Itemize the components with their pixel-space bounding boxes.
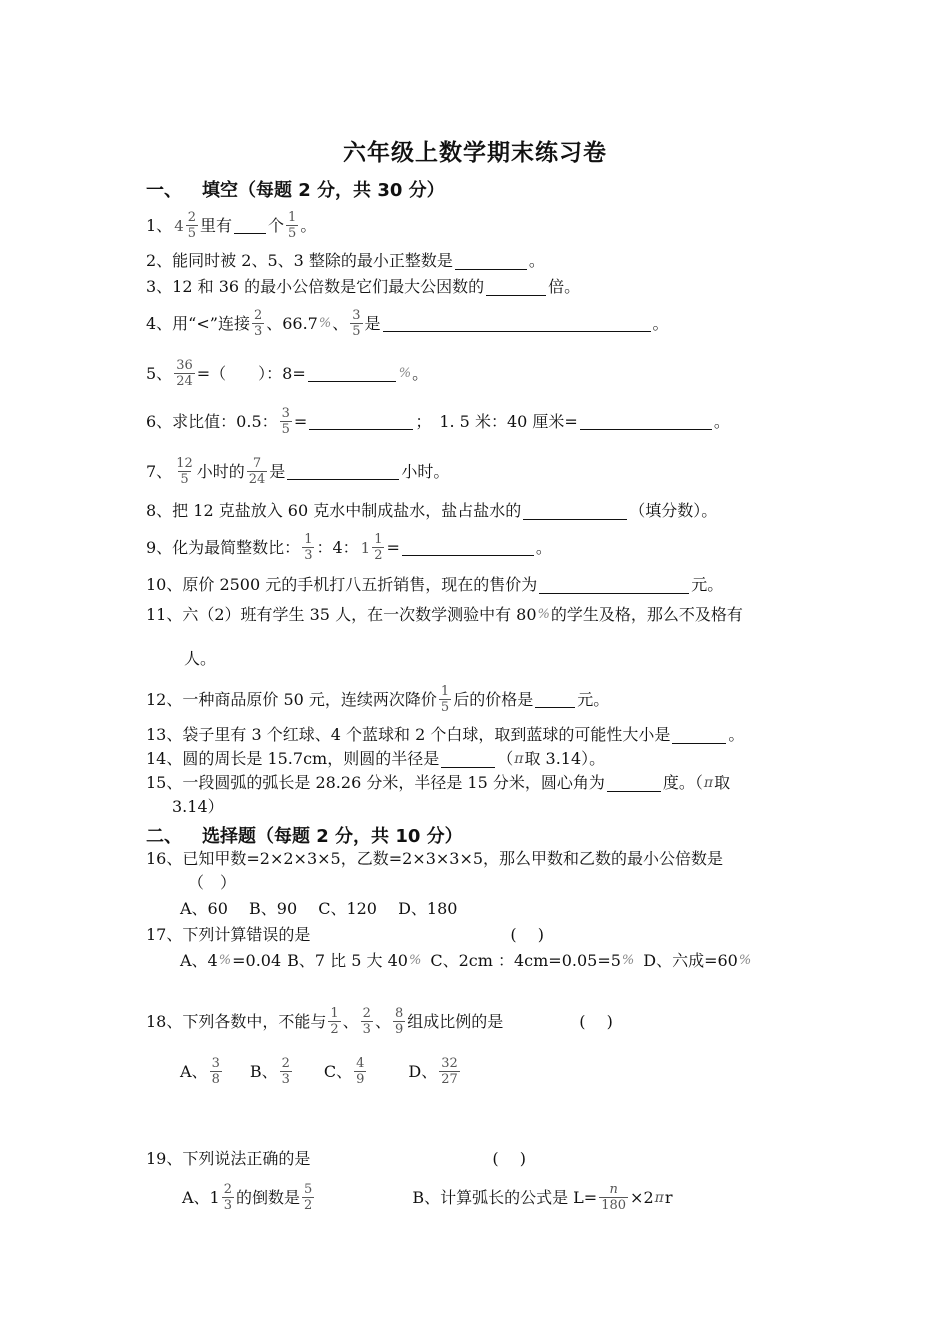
fraction-numerator: 1 (304, 532, 313, 547)
percent-sign: % (408, 953, 422, 968)
fraction-numerator: 1 (288, 210, 297, 225)
question-text: B、7 比 5 大 40 (287, 951, 408, 970)
percent-sign: % (398, 365, 412, 381)
percent-sign: % (621, 953, 635, 968)
answer-blank[interactable] (486, 279, 546, 296)
fraction-denominator: 180 (601, 1198, 627, 1213)
question-text: 的学生及格，那么不及格有 (550, 605, 743, 624)
question-text: 倍。 (548, 277, 581, 296)
question-text: （ ） (188, 873, 237, 892)
fraction (280, 406, 292, 437)
fraction (174, 456, 195, 487)
fraction (393, 1006, 405, 1037)
section-heading-2 (146, 822, 463, 848)
fraction (328, 1006, 340, 1037)
question-9 (146, 532, 552, 563)
answer-blank[interactable] (441, 751, 495, 768)
fraction-numerator: n (609, 1182, 618, 1197)
fraction-numerator: 3 (211, 1056, 220, 1071)
fraction-numerator: 3 (352, 308, 361, 323)
fraction-denominator: 2 (374, 548, 383, 563)
fraction (354, 1056, 366, 1087)
percent-sign: % (738, 953, 752, 968)
question-text: 4、用“<”连接 (146, 313, 250, 333)
question-text: 一、 (146, 180, 182, 201)
question-14 (146, 748, 605, 770)
fraction (372, 532, 384, 563)
question-text: A、1 (182, 1187, 220, 1207)
question-11 (146, 604, 743, 626)
question-text: ( ) (492, 1149, 526, 1168)
fraction-denominator: 5 (281, 422, 290, 437)
question-text: 的倒数是 (236, 1187, 301, 1207)
question-11-line-2 (180, 648, 216, 670)
question-16-paren (188, 872, 236, 894)
pi-symbol: π (654, 1189, 664, 1206)
fraction (186, 210, 198, 241)
question-text: 。 (412, 363, 429, 383)
question-text: 元。 (577, 689, 610, 709)
question-text: 4 (174, 216, 184, 235)
question-2 (146, 250, 545, 272)
question-17-options (180, 950, 752, 972)
question-text: 是 (364, 313, 381, 333)
fraction (286, 210, 298, 241)
page-title: 六年级上数学期末练习卷 (343, 140, 607, 166)
question-text: 17、下列计算错误的是 (146, 925, 311, 944)
question-text: 18、下列各数中，不能与 (146, 1011, 327, 1031)
answer-blank[interactable] (523, 503, 627, 520)
question-text: = (293, 411, 308, 431)
question-text: B、 (249, 1061, 278, 1081)
question-text: 12、一种商品原价 50 元，连续两次降价 (146, 689, 437, 709)
fraction-denominator: 5 (180, 472, 189, 487)
question-text: 7、 (146, 461, 173, 481)
fraction-denominator: 2 (330, 1022, 339, 1037)
answer-blank[interactable] (234, 217, 266, 234)
question-12 (146, 684, 609, 715)
question-17 (146, 924, 544, 946)
fraction-numerator: 2 (223, 1182, 233, 1197)
answer-blank[interactable] (287, 463, 399, 480)
fraction-denominator: 5 (187, 226, 197, 241)
fraction-numerator: 4 (356, 1056, 365, 1071)
question-4 (146, 308, 669, 339)
fraction-denominator: 24 (248, 472, 266, 487)
question-text: 填空（每题 2 分，共 30 分） (202, 180, 445, 201)
answer-blank[interactable] (308, 365, 396, 382)
question-text: 、 (342, 1011, 359, 1031)
percent-sign: % (537, 607, 550, 622)
fraction-numerator: 2 (253, 308, 263, 323)
question-text: 1 (360, 538, 371, 557)
question-text: D、 (408, 1061, 438, 1081)
question-text: 二、 (146, 826, 182, 847)
fraction (350, 308, 362, 339)
fraction (174, 358, 195, 389)
answer-blank[interactable] (535, 691, 575, 708)
question-text: 取 3.14）。 (524, 749, 606, 768)
fraction (222, 1182, 234, 1213)
fraction-denominator: 3 (281, 1072, 290, 1087)
question-16 (146, 848, 723, 870)
fraction-numerator: 2 (187, 210, 197, 225)
question-text: 。 (300, 215, 317, 235)
fraction-denominator: 8 (211, 1072, 220, 1087)
question-text: 13、袋子里有 3 个红球、4 个蓝球和 2 个白球，取到蓝球的可能性大小是 (146, 725, 671, 744)
question-text: =（ ）：8= (196, 363, 306, 383)
answer-blank[interactable] (607, 775, 661, 792)
percent-sign: % (318, 315, 332, 331)
question-text: C、 (323, 1061, 353, 1081)
fraction (302, 532, 314, 563)
question-text: 10、原价 2500 元的手机打八五折销售，现在的售价为 (146, 575, 538, 594)
fraction-denominator: 27 (441, 1072, 458, 1087)
question-text: 里有 (200, 215, 233, 235)
question-text: 6、求比值：0.5： (146, 411, 278, 431)
question-7 (146, 456, 449, 487)
question-text: =0.04 (232, 951, 282, 970)
question-text: （ (497, 749, 514, 768)
fraction-denominator: 3 (253, 324, 263, 339)
fraction-numerator: 1 (440, 684, 450, 699)
question-text: 。 (652, 313, 669, 333)
question-19-options (182, 1182, 673, 1213)
fraction-numerator: 3 (281, 406, 290, 421)
question-text: = (386, 537, 400, 557)
question-text: 2、能同时被 2、5、3 整除的最小正整数是 (146, 251, 453, 270)
question-13 (146, 724, 744, 746)
question-text: A、4 (180, 951, 218, 970)
answer-blank[interactable] (455, 253, 527, 270)
question-6 (146, 406, 730, 437)
fraction-numerator: 12 (176, 456, 193, 471)
question-text: 。 (713, 411, 730, 431)
fraction-denominator: 5 (288, 226, 297, 241)
question-text: 小时的 (196, 461, 245, 481)
fraction-denominator: 3 (223, 1198, 233, 1213)
question-text: 11、六（2）班有学生 35 人，在一次数学测验中有 80 (146, 605, 537, 624)
question-18-options (180, 1056, 462, 1087)
question-text: A、 (180, 1061, 208, 1081)
question-8 (146, 500, 717, 522)
fraction-numerator: 36 (176, 358, 193, 373)
question-16-options (180, 898, 457, 920)
question-text: 19、下列说法正确的是 (146, 1149, 311, 1168)
fraction-denominator: 5 (440, 700, 450, 715)
section-heading-1 (146, 176, 445, 202)
question-text: 9、化为最简整数比： (146, 537, 301, 557)
question-text: 、 (374, 1011, 391, 1031)
question-text: 取 (714, 773, 731, 792)
fraction-numerator: 8 (394, 1006, 404, 1021)
fraction-numerator: 1 (374, 532, 383, 547)
question-text: 组成比例的是 (407, 1011, 504, 1031)
question-text: ( ) (510, 925, 544, 944)
question-text: A、60 B、90 C、120 D、180 (180, 899, 458, 918)
question-text: 16、已知甲数=2×2×3×5，乙数=2×3×3×5，那么甲数和乙数的最小公倍数是 (146, 849, 724, 868)
question-text: 度。（ (662, 773, 703, 792)
fraction-numerator: 1 (330, 1006, 339, 1021)
question-text: 3、12 和 36 的最小公倍数是它们最大公因数的 (146, 277, 485, 296)
question-text: 后的价格是 (453, 689, 534, 709)
fraction-numerator: 2 (362, 1006, 371, 1021)
fraction (247, 456, 268, 487)
question-3 (146, 276, 580, 298)
question-text: 、 (332, 313, 349, 333)
question-text: 元。 (691, 575, 724, 594)
question-text: ：4： (316, 537, 359, 557)
question-text: D、六成=60 (643, 951, 738, 970)
question-18 (146, 1006, 613, 1037)
answer-blank[interactable] (580, 413, 712, 430)
answer-blank[interactable] (672, 727, 726, 744)
question-text: 、66.7 (266, 313, 318, 333)
question-text: 15、一段圆弧的弧长是 28.26 分米，半径是 15 分米，圆心角为 (146, 773, 605, 792)
question-text: 选择题（每题 2 分，共 10 分） (202, 826, 463, 847)
fraction (252, 308, 264, 339)
question-text: r (664, 1187, 673, 1207)
fraction-numerator: 7 (252, 456, 262, 471)
question-10 (146, 574, 723, 596)
question-text: C、2cm ：4cm=0.05=5 (430, 951, 621, 970)
question-text: （填分数）。 (629, 501, 718, 520)
fraction (439, 1056, 460, 1087)
question-text: B、计算弧长的公式是 L= (412, 1187, 598, 1207)
question-text: 3.14） (172, 797, 224, 816)
question-text: 。 (535, 537, 552, 557)
question-text: ； 1. 5 米：40 厘米= (415, 411, 578, 431)
question-text: ×2 (630, 1187, 654, 1207)
fraction-denominator: 5 (352, 324, 361, 339)
question-15 (146, 772, 730, 794)
fraction-denominator: 9 (356, 1072, 365, 1087)
question-text: 人。 (184, 649, 217, 668)
fraction-denominator: 3 (304, 548, 313, 563)
fraction (439, 684, 451, 715)
question-text: 1、 (146, 215, 173, 235)
fraction (280, 1056, 292, 1087)
question-text: ( ) (579, 1011, 613, 1031)
fraction-numerator: 32 (441, 1056, 458, 1071)
question-text: 。 (728, 725, 745, 744)
fraction (210, 1056, 222, 1087)
fraction-denominator: 9 (394, 1022, 404, 1037)
pi-symbol: π (514, 751, 524, 767)
fraction (361, 1006, 373, 1037)
question-text: 5、 (146, 363, 173, 383)
question-19 (146, 1148, 526, 1170)
pi-symbol: π (703, 775, 714, 791)
question-text: 8、把 12 克盐放入 60 克水中制成盐水，盐占盐水的 (146, 501, 522, 520)
question-text: 个 (268, 215, 285, 235)
fraction-denominator: 24 (176, 374, 193, 389)
question-text: 小时。 (401, 461, 450, 481)
fraction-denominator: 3 (362, 1022, 371, 1037)
answer-blank[interactable] (402, 539, 534, 556)
answer-blank[interactable] (539, 577, 689, 594)
answer-blank[interactable] (309, 413, 413, 430)
fraction-numerator: 2 (281, 1056, 290, 1071)
fraction-numerator: 5 (304, 1182, 313, 1197)
question-15-line-2 (172, 796, 224, 818)
question-text: 。 (528, 251, 545, 270)
question-text: 14、圆的周长是 15.7cm，则圆的半径是 (146, 749, 440, 768)
question-1 (146, 210, 316, 241)
question-text: 是 (269, 461, 286, 481)
fraction (599, 1182, 628, 1213)
fraction (302, 1182, 314, 1213)
question-5 (146, 358, 428, 389)
fraction-denominator: 2 (304, 1198, 313, 1213)
answer-blank[interactable] (383, 315, 651, 332)
percent-sign: % (218, 953, 232, 968)
